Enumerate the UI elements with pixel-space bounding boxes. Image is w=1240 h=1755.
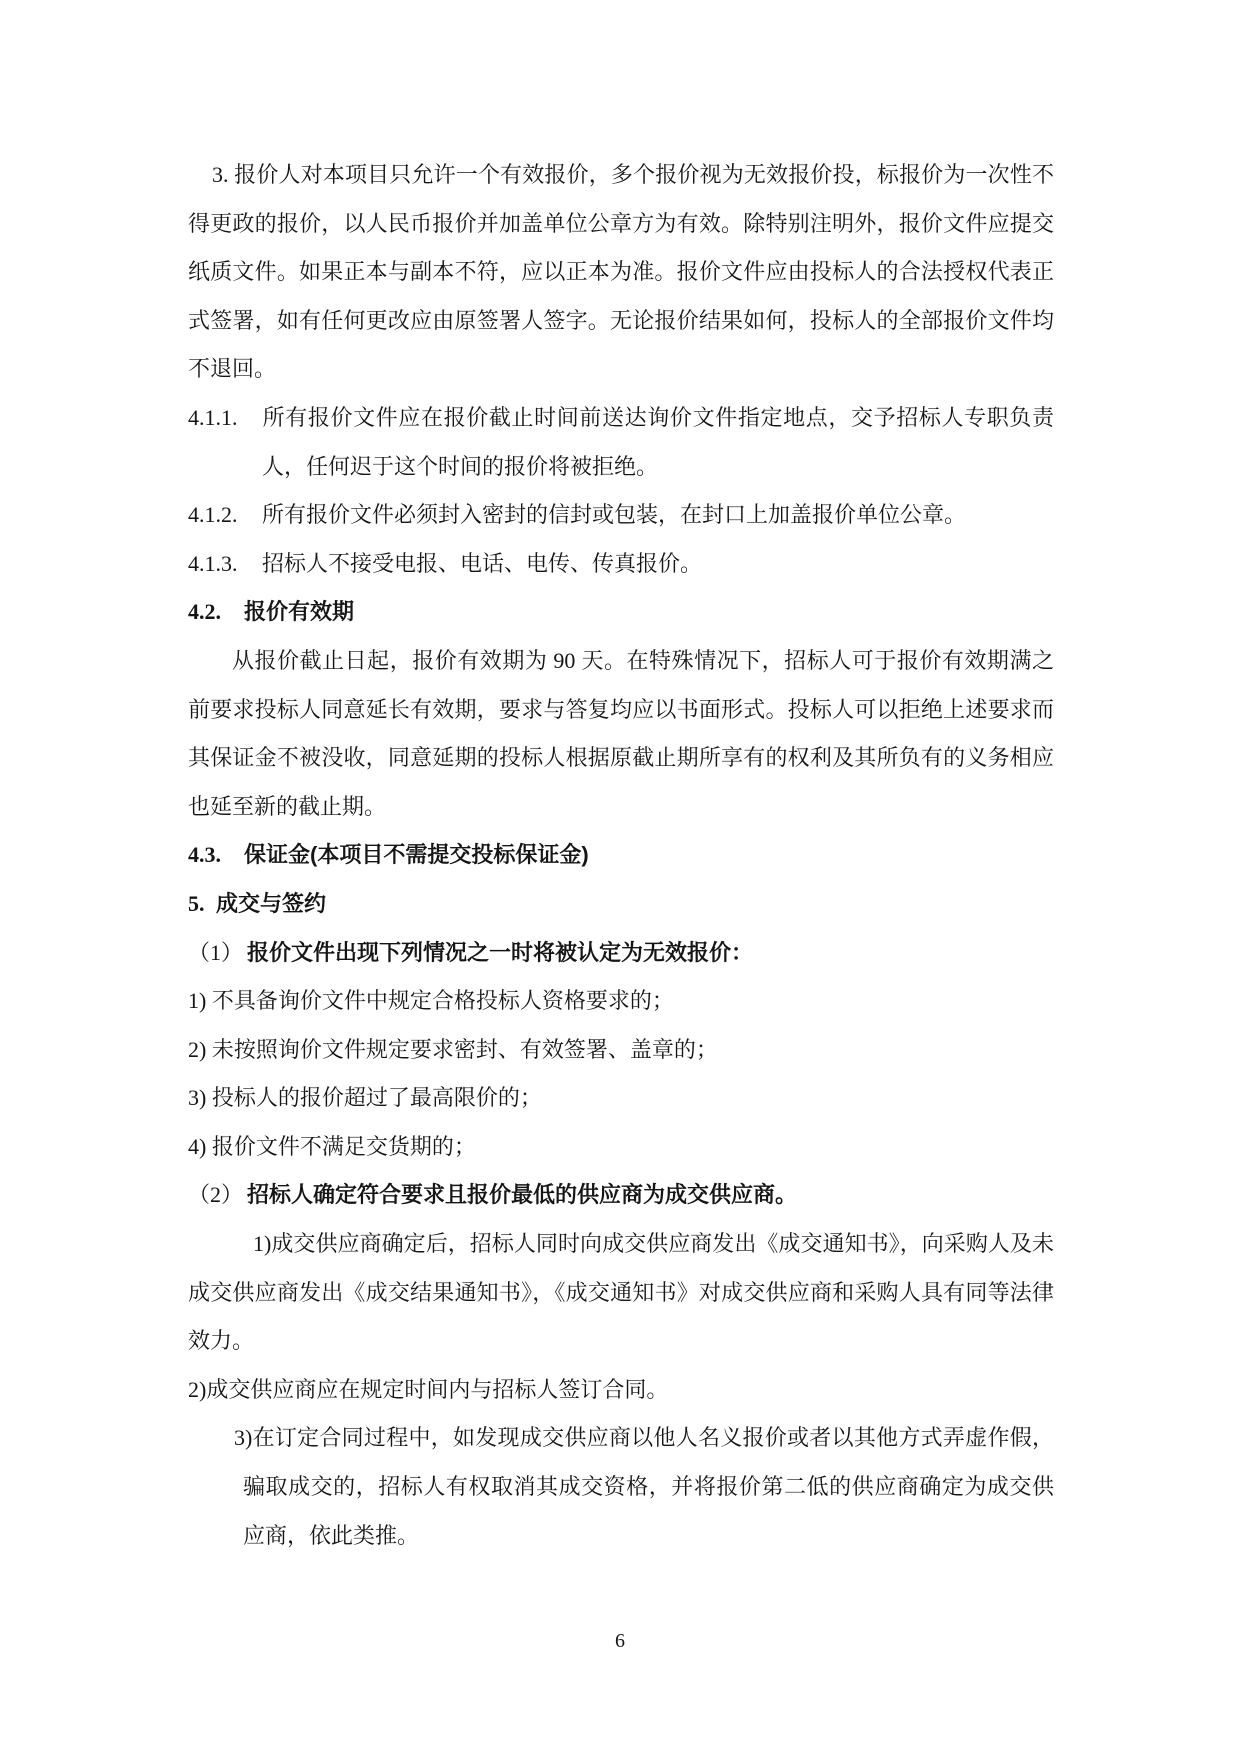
clause-text: 招标人不接受电报、电话、电传、传真报价。 [262,550,703,576]
clause-text: 所有报价文件必须封入密封的信封或包装，在封口上加盖报价单位公章。 [262,502,967,528]
subclause-text: 报价文件出现下列情况之一时将被认定为无效报价： [247,939,754,965]
clause-4-1-2 [188,491,1054,540]
paragraph-validity-period: 从报价截止日起，报价有效期为 90 天。在特殊情况下，招标人可于报价有效期满之前要求投标人同意延长有效期，要求与答复均应以书面形式。投标人可以拒绝上述要求而其保证金不被没收，同意延期的投标人根据原截止期所享有的权利及其所负有的义务相应也延至新的截止期。 [188,647,1054,819]
invalid-reason-1: 1) 不具备询价文件中规定合格投标人资格要求的； [188,988,674,1014]
clause-text: 所有报价文件应在报价截止时间前送达询价文件指定地点，交予招标人专职负责人，任何迟于这个时间的报价将被拒绝。 [262,404,1054,479]
paragraph-bid-rules: 3. 报价人对本项目只允许一个有效报价，多个报价视为无效报价投，标报价为一次性不得更政的报价，以人民币报价并加盖单位公章方为有效。除特别注明外，报价文件应提交纸质文件。如果正本与副本不符，应以正本为准。报价文件应由投标人的合法授权代表正式签署，如有任何更改应由原签署人签字。无论报价结果如何，投标人的全部报价文件均不退回。 [188,162,1054,382]
clause-number: 4.1.2. [188,502,238,528]
page-number: 6 [615,1630,625,1652]
award-paragraph-3: 3)在订定合同过程中，如发现成交供应商以他人名义报价或者以其他方式弄虚作假，骗取成交的，招标人有权取消其成交资格，并将报价第二低的供应商确定为成交供应商，依此类推。 [234,1425,1054,1548]
award-paragraph-1: 1)成交供应商确定后，招标人同时向成交供应商发出《成交通知书》，向采购人及未成交供应商发出《成交结果通知书》，《成交通知书》对成交供应商和采购人具有同等法律效力。 [188,1231,1054,1354]
subclause-number: （2） [188,1182,244,1208]
award-paragraph-2: 2)成交供应商应在规定时间内与招标人签订合同。 [188,1376,669,1402]
clause-number: 4.1.3. [188,550,238,576]
subclause-number: （1） [188,939,244,965]
section-heading-5 [188,880,1054,929]
section-title: 保证金(本项目不需提交投标保证金) [244,842,589,868]
clause-4-1-1 [188,394,1054,491]
subclause-1 [188,929,1054,978]
section-number: 4.3. [188,842,221,868]
clause-number: 4.1.1. [188,404,238,430]
subclause-2 [188,1171,1054,1220]
section-number: 5. [188,890,205,916]
invalid-reason-2: 2) 未按照询价文件规定要求密封、有效签署、盖章的； [188,1036,718,1062]
section-title: 成交与签约 [216,890,327,916]
clause-4-1-3 [188,540,1054,589]
invalid-reason-3: 3) 投标人的报价超过了最高限价的； [188,1085,542,1111]
subclause-text: 招标人确定符合要求且报价最低的供应商为成交供应商。 [247,1182,798,1208]
section-heading-4-3 [188,831,1054,880]
section-number: 4.2. [188,599,221,625]
section-title: 报价有效期 [244,599,355,625]
section-heading-4-2 [188,588,1054,637]
invalid-reason-4: 4) 报价文件不满足交货期的； [188,1133,476,1159]
